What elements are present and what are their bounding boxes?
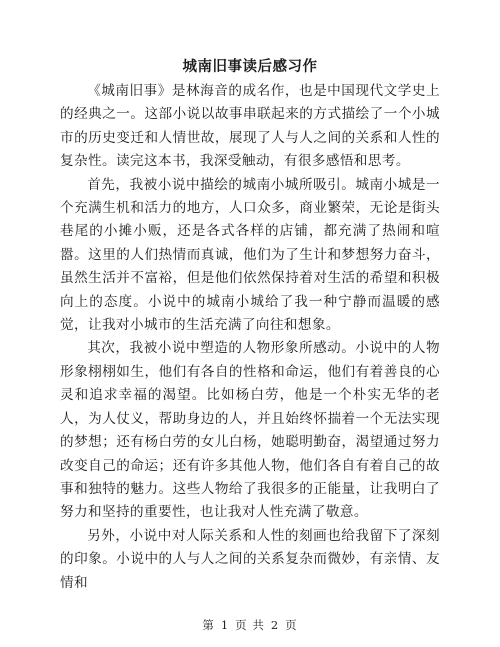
- paragraph-characters: 其次，我被小说中塑造的人物形象所感动。小说中的人物形象栩栩如生，他们有各自的性格和命运，他们有着善良的心灵和追求幸福的渴望。比如杨白劳，他是一个朴实无华的老人，为人仗义，帮助身边的人，并且始终怀揣着一个无法实现的梦想；还有杨白劳的女儿白杨，她聪明勤奋，渴望通过努力改变自己的命运；还有许多其他人物，他们各自有着自己的故事和独特的魅力。这些人物给了我很多的正能量，让我明白了努力和坚持的重要性，也让我对人性充满了敬意。: [60, 340, 440, 521]
- document-body: [60, 80, 440, 595]
- footer-prefix: 第: [202, 618, 215, 632]
- paragraph-relationships: 另外，小说中对人际关系和人性的刻画也给我留下了深刻的印象。小说中的人与人之间的关系复杂而微妙，有亲情、友情和: [60, 527, 440, 591]
- footer-current-page: 1: [220, 618, 230, 632]
- paragraph-intro: 《城南旧事》是林海音的成名作，也是中国现代文学史上的经典之一。这部小说以故事串联起来的方式描绘了一个小城市的历史变迁和人情世故，展现了人与人之间的关系和人性的复杂性。读完这本书，我深受触动，有很多感悟和思考。: [60, 83, 440, 170]
- footer-mid: 页 共: [235, 618, 265, 632]
- footer-suffix: 页: [285, 618, 298, 632]
- page-footer: [0, 617, 500, 633]
- paragraph-city: 首先，我被小说中描绘的城南小城所吸引。城南小城是一个充满生机和活力的地方，人口众多，商业繁荣，无论是街头巷尾的小摊小贩，还是各式各样的店铺，都充满了热闹和喧嚣。这里的人们热情而真诚，他们为了生计和梦想努力奋斗，虽然生活并不富裕，但是他们依然保持着对生活的希望和积极向上的态度。小说中的城南小城给了我一种宁静而温暖的感觉，让我对小城市的生活充满了向往和想象。: [60, 176, 440, 334]
- footer-total-pages: 2: [270, 618, 280, 632]
- page-title: 城南旧事读后感习作: [182, 58, 318, 75]
